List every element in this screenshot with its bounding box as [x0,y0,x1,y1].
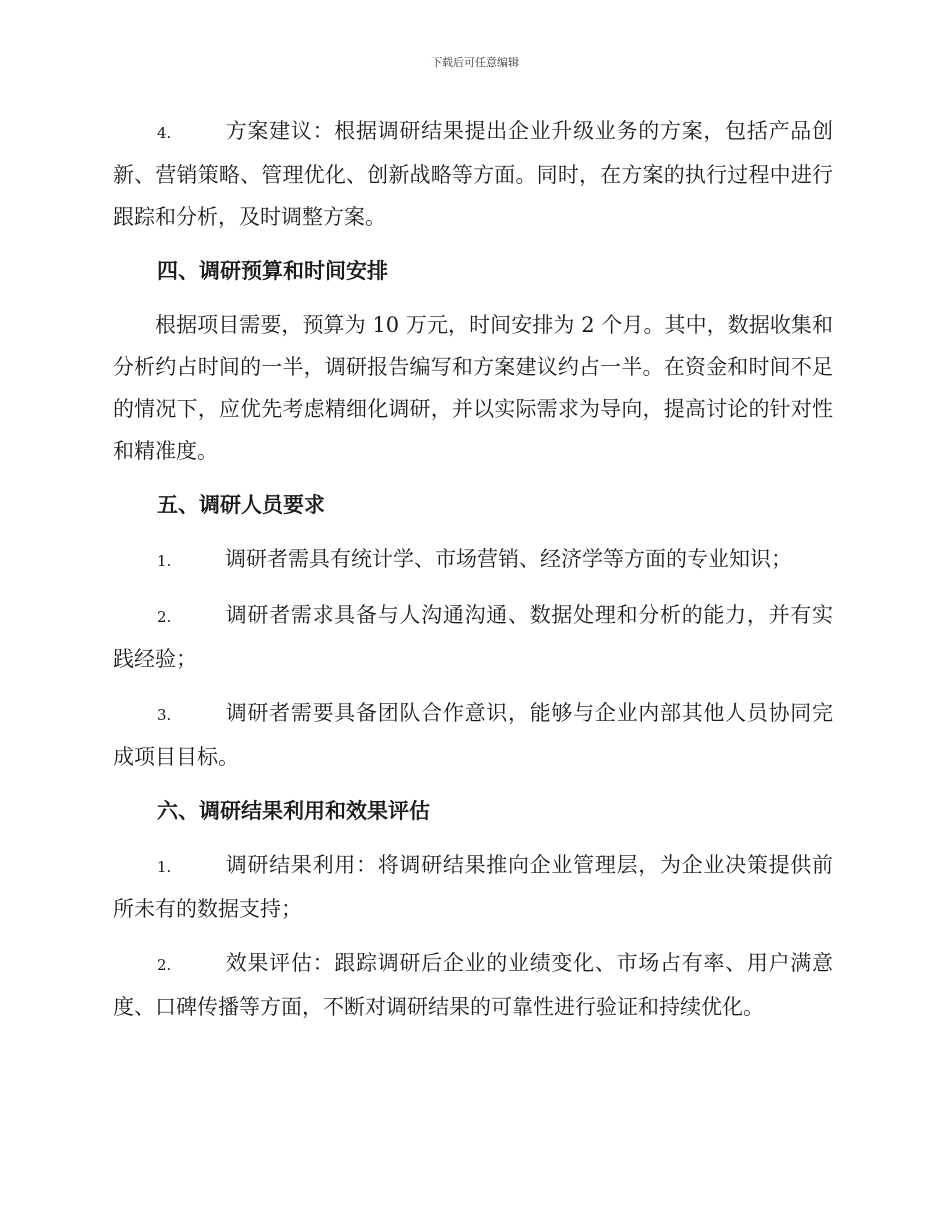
list-number: 4. [157,124,172,142]
list-item [113,594,833,680]
list-item [113,844,833,930]
list-text: 效果评估：跟踪调研后企业的业绩变化、市场占有率、用户满意度、口碑传播等方面，不断对调研结果的可靠性进行验证和持续优化。 [113,951,833,1019]
paragraph: 根据项目需要，预算为 10 万元，时间安排为 2 个月。其中，数据收集和分析约占时间的一半，调研报告编写和方案建议约占一半。在资金和时间不足的情况下，应优先考虑精细化调研，并以实际需求为导向，提高讨论的针对性和精准度。 [113,313,833,463]
section-heading: 五、调研人员要求 [157,493,325,517]
list-item [113,942,833,1028]
section-heading: 四、调研预算和时间安排 [157,259,388,283]
list-text: 调研者需具有统计学、市场营销、经济学等方面的专业知识； [225,547,792,571]
list-item [113,692,833,778]
list-text: 调研结果利用：将调研结果推向企业管理层，为企业决策提供前所未有的数据支持； [113,853,833,921]
list-number: 2. [157,956,172,974]
list-number: 3. [157,706,172,724]
list-item [113,538,833,582]
section-heading: 六、调研结果利用和效果评估 [157,799,430,823]
list-item [113,110,833,238]
list-text: 调研者需要具备团队合作意识，能够与企业内部其他人员协同完成项目目标。 [113,701,833,769]
header-note: 下载后可任意编辑 [431,56,519,69]
list-number: 2. [157,608,172,626]
list-number: 1. [157,552,172,570]
list-text: 方案建议：根据调研结果提出企业升级业务的方案，包括产品创新、营销策略、管理优化、创新战略等方面。同时，在方案的执行过程中进行跟踪和分析，及时调整方案。 [113,119,833,229]
list-number: 1. [157,858,172,876]
document-body [113,110,833,1040]
list-text: 调研者需求具备与人沟通沟通、数据处理和分析的能力，并有实践经验； [113,603,833,671]
